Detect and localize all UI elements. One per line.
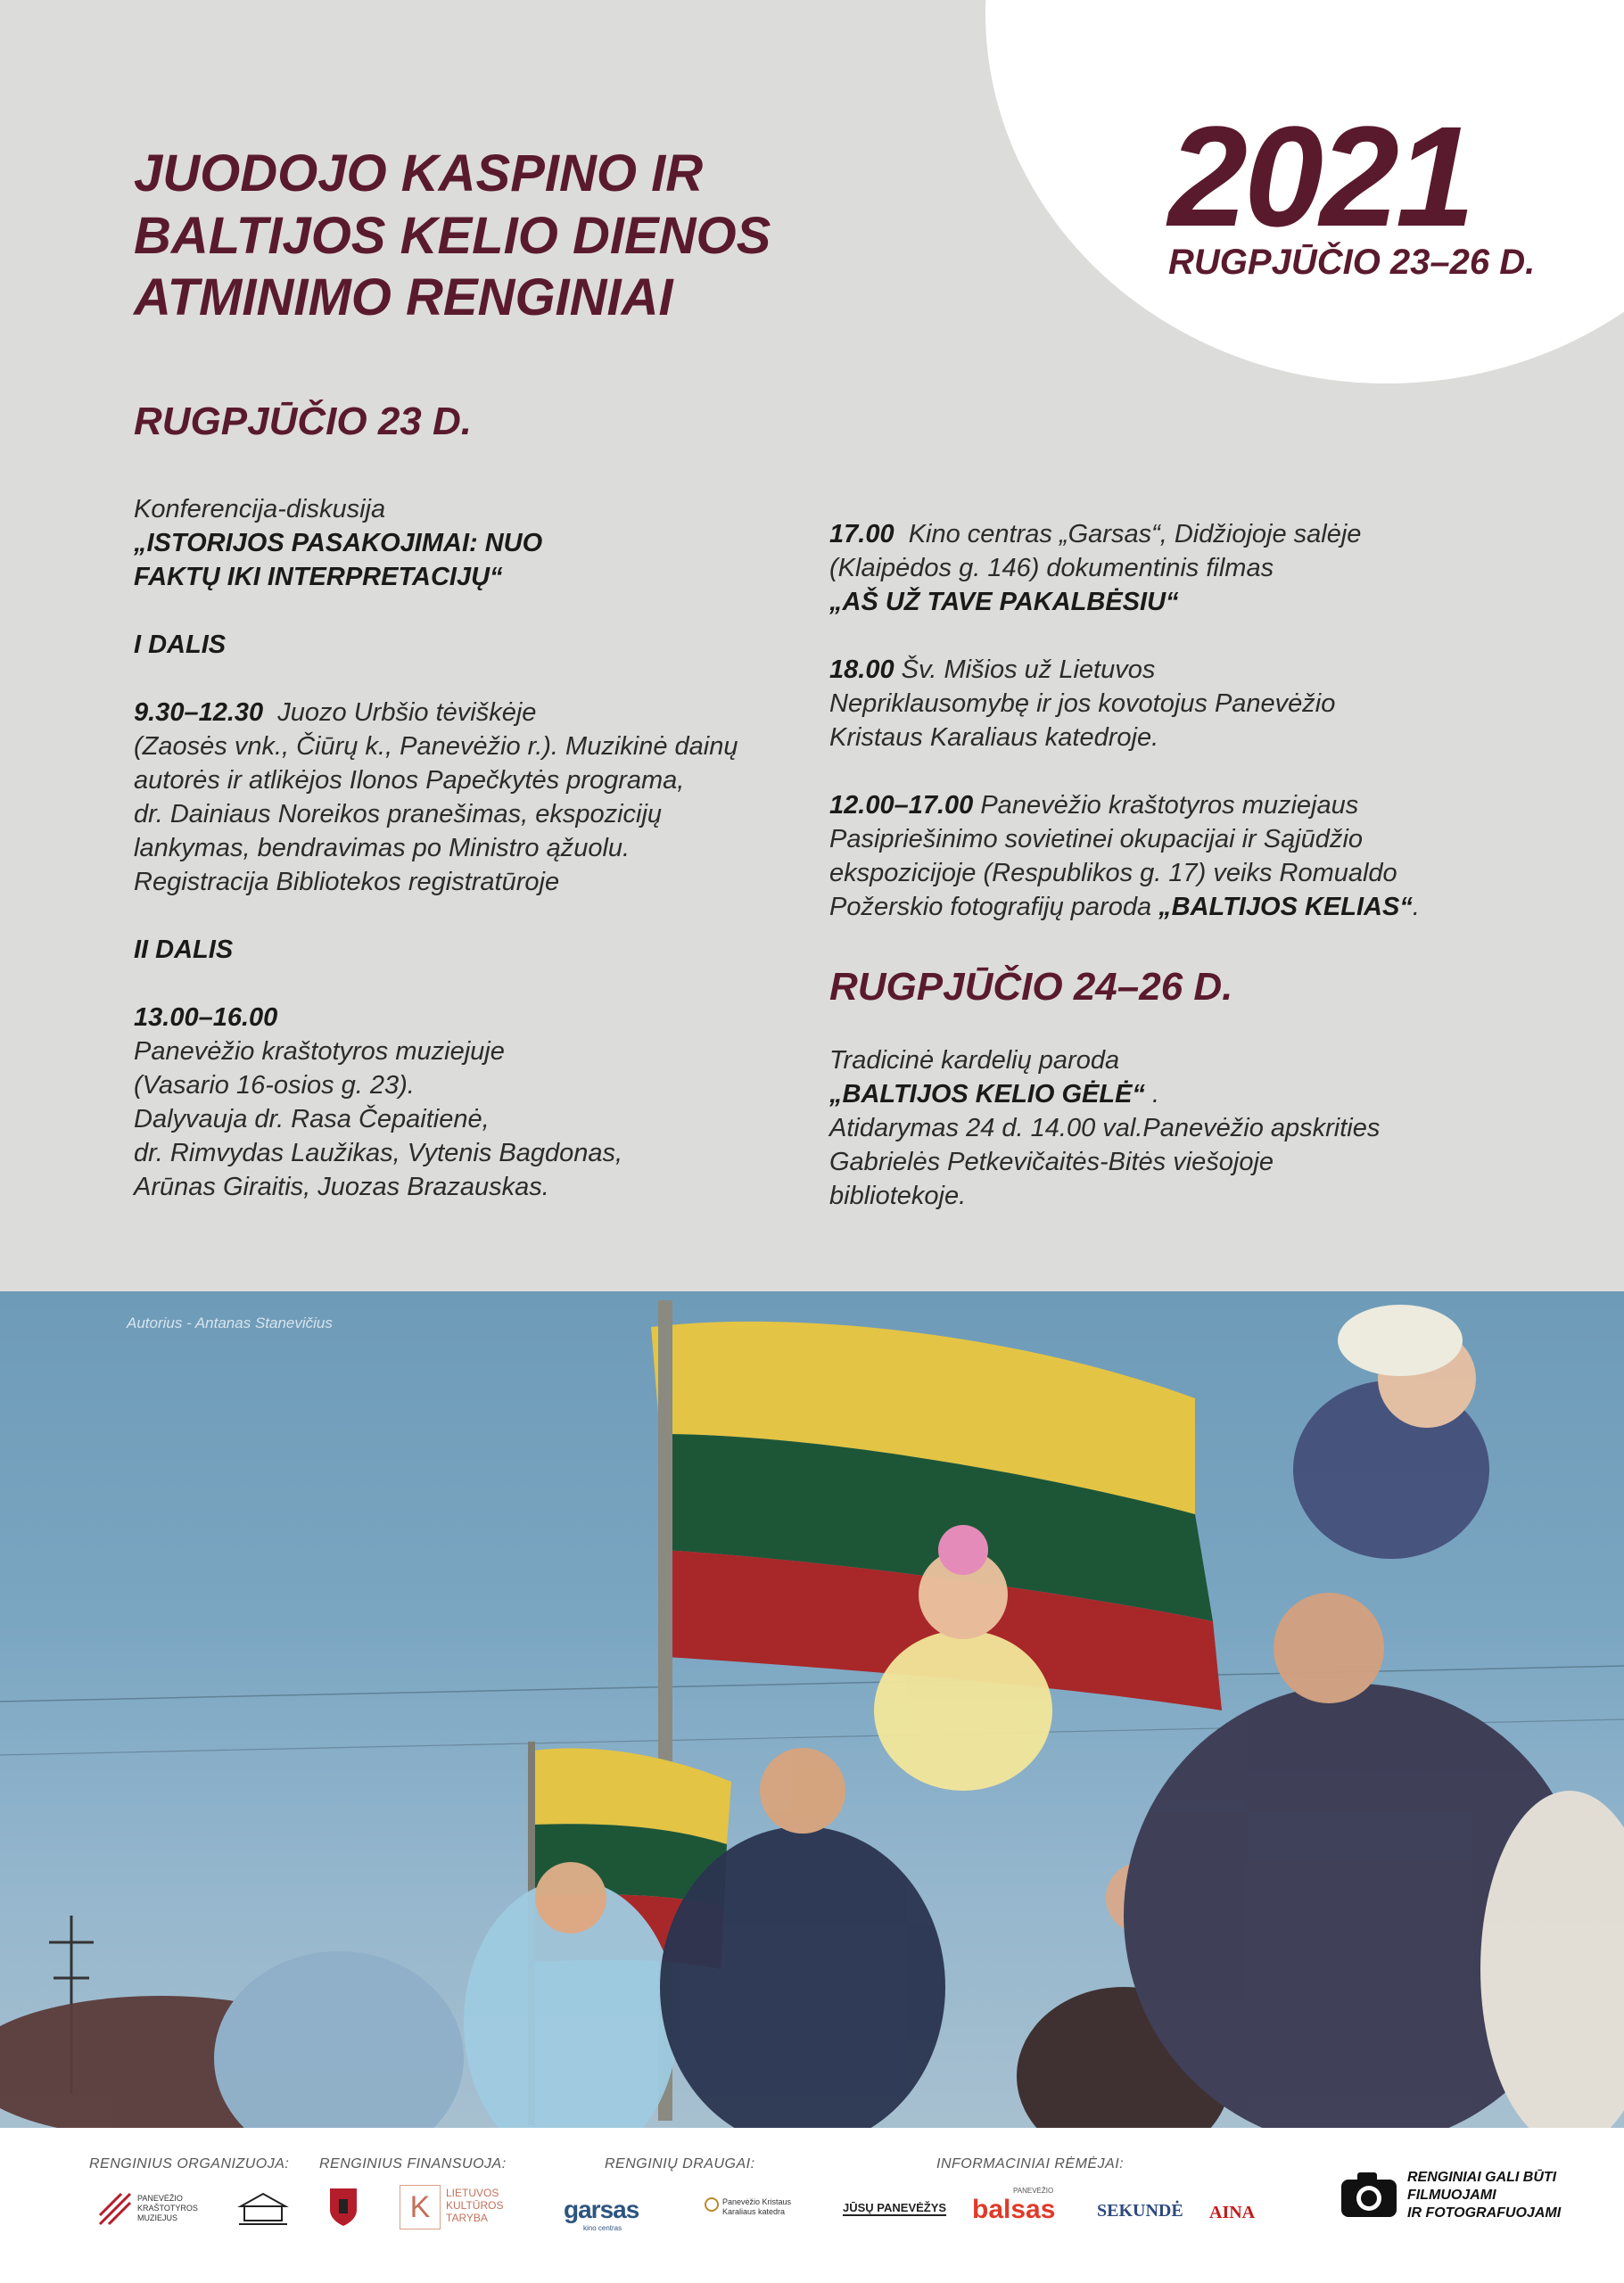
- museum-logo-icon: [98, 2192, 132, 2226]
- event3-end: .: [1412, 893, 1420, 921]
- title-line-1: JUODOJO KASPINO IR: [134, 144, 704, 202]
- part2-text-4: dr. Rimvydas Laužikas, Vytenis Bagdonas,: [134, 1139, 623, 1167]
- event3-text-3: ekspozicijoje (Respublikos g. 17) veiks Romualdo: [829, 859, 1397, 887]
- event-dates: RUGPJŪČIO 23–26 D.: [1168, 243, 1536, 282]
- event1-time: 17.00: [829, 520, 894, 548]
- cathedral-text-2: Karaliaus katedra: [722, 2207, 786, 2216]
- day2-column: [829, 1043, 1543, 1247]
- coat-of-arms-icon: [328, 2187, 359, 2228]
- photo-credit: Autorius - Antanas Stanevičius: [127, 1315, 333, 1331]
- aina-logo: AINA: [1209, 2203, 1256, 2222]
- conference-type: Konferencija-diskusija: [134, 495, 386, 523]
- baltic-way-photo: [0, 1291, 1624, 2128]
- camera-icon: [1340, 2171, 1398, 2219]
- museum-logo-text-2: KRAŠTOTYROS: [137, 2204, 198, 2213]
- event1-text-2: (Klaipėdos g. 146) dokumentinis filmas: [829, 554, 1274, 582]
- funders-label: RENGINIUS FINANSUOJA:: [319, 2156, 507, 2172]
- balsas-logo: [972, 2187, 1055, 2225]
- part1-time: 9.30–12.30: [134, 698, 264, 727]
- notice-line-2: FILMUOJAMI: [1407, 2188, 1496, 2203]
- notice-line-1: RENGINIAI GALI BŪTI: [1407, 2170, 1557, 2185]
- day2-text-4: bibliotekoje.: [829, 1182, 967, 1210]
- left-column: [134, 492, 812, 1238]
- year: 2021: [1168, 96, 1471, 256]
- event3-text-1: Panevėžio kraštotyros muziejaus: [980, 791, 1359, 820]
- part1-text-3: autorės ir atlikėjos Ilonos Papečkytės programa,: [134, 766, 685, 795]
- garsas-logo-text: garsas: [564, 2196, 639, 2223]
- council-text-1: LIETUVOS: [446, 2187, 499, 2199]
- conference-title-2: FAKTŲ IKI INTERPRETACIJŲ“: [134, 563, 503, 591]
- sekunde-logo: SEKUNDĖ: [1097, 2201, 1183, 2221]
- culture-council-logo: [400, 2185, 504, 2229]
- district-logo: [232, 2188, 294, 2232]
- notice-line-3: IR FOTOGRAFUOJAMI: [1407, 2205, 1562, 2221]
- part2-time: 13.00–16.00: [134, 1003, 278, 1032]
- part2-text-5: Arūnas Giraitis, Juozas Brazauskas.: [134, 1173, 549, 1201]
- poster-title: [134, 143, 812, 329]
- part2-text-3: Dalyvauja dr. Rasa Čepaitienė,: [134, 1105, 490, 1133]
- cathedral-text-1: Panevėžio Kristaus: [722, 2197, 792, 2206]
- part1-text-1: Juozo Urbšio tėviškėje: [277, 698, 537, 727]
- balsas-logo-text: balsas: [972, 2195, 1056, 2224]
- culture-council-k: K: [400, 2185, 441, 2229]
- event3-text-4: Požerskio fotografijų paroda: [829, 893, 1152, 921]
- part1-text-5: lankymas, bendravimas po Ministro ąžuolu.: [134, 834, 631, 862]
- museum-logo-text-3: MUZIEJUS: [137, 2213, 177, 2222]
- event3-title: „BALTIJOS KELIAS“: [1158, 893, 1413, 921]
- part1-text-2: (Zaosės vnk., Čiūrų k., Panevėžio r.). Muzikinė dainų: [134, 732, 738, 761]
- part1-text-4: dr. Dainiaus Noreikos pranešimas, ekspozicijų: [134, 800, 663, 828]
- day2-heading: RUGPJŪČIO 24–26 D.: [829, 965, 1233, 1009]
- cathedral-logo: [705, 2197, 792, 2216]
- right-column: [829, 517, 1543, 958]
- part1-text-6: Registracija Bibliotekos registratūroje: [134, 868, 560, 896]
- garsas-logo-sub: kino centras: [583, 2224, 622, 2232]
- jusu-panevezys-logo: JŪSŲ PANEVĖŽYS: [843, 2201, 947, 2214]
- organizers-label: RENGINIUS ORGANIZUOJA:: [89, 2156, 290, 2172]
- museum-logo-text-1: PANEVĖŽIO: [137, 2194, 183, 2203]
- garsas-logo: [564, 2196, 639, 2232]
- friends-label: RENGINIŲ DRAUGAI:: [605, 2156, 755, 2172]
- day2-title-end: .: [1144, 1080, 1160, 1109]
- building-icon: [232, 2188, 294, 2228]
- day2-text-1: Tradicinė kardelių paroda: [829, 1046, 1120, 1075]
- sponsors-footer: [0, 2128, 1624, 2283]
- balsas-logo-top: PANEVĖŽIO: [1013, 2187, 1054, 2195]
- day1-heading: RUGPJŪČIO 23 D.: [134, 400, 472, 443]
- event2-text-1: Šv. Mišios už Lietuvos: [901, 655, 1156, 684]
- event2-text-3: Kristaus Karaliaus katedroje.: [829, 723, 1159, 752]
- part2-label: II DALIS: [134, 935, 234, 964]
- title-line-3: ATMINIMO RENGINIAI: [134, 268, 673, 327]
- event1-text-1: Kino centras „Garsas“, Didžiojoje salėje: [908, 520, 1362, 548]
- event3-time: 12.00–17.00: [829, 791, 974, 820]
- event2-text-2: Nepriklausomybę ir jos kovotojus Panevėžio: [829, 689, 1336, 718]
- day2-title: „BALTIJOS KELIO GĖLĖ“: [829, 1080, 1145, 1109]
- council-text-3: TARYBA: [446, 2212, 488, 2224]
- part2-text-2: (Vasario 16-osios g. 23).: [134, 1071, 415, 1100]
- media-label: INFORMACINIAI RĖMĖJAI:: [936, 2156, 1125, 2172]
- museum-logo: [98, 2192, 198, 2230]
- day2-text-2: Atidarymas 24 d. 14.00 val.Panevėžio apskrities: [829, 1114, 1381, 1142]
- filming-notice: [1407, 2169, 1561, 2222]
- part1-label: I DALIS: [134, 631, 227, 659]
- cathedral-icon: [705, 2197, 719, 2212]
- day2-text-3: Gabrielės Petkevičaitės-Bitės viešojoje: [829, 1148, 1274, 1176]
- event1-title: „AŠ UŽ TAVE PAKALBĖSIU“: [829, 588, 1179, 616]
- part2-text-1: Panevėžio kraštotyros muziejuje: [134, 1037, 505, 1066]
- coat-of-arms-logo: [328, 2187, 359, 2232]
- conference-title-1: „ISTORIJOS PASAKOJIMAI: NUO: [134, 529, 543, 557]
- title-line-2: BALTIJOS KELIO DIENOS: [134, 206, 771, 265]
- council-text-2: KULTŪROS: [446, 2199, 504, 2212]
- event3-text-2: Pasipriešinimo sovietinei okupacijai ir Sąjūdžio: [829, 825, 1364, 853]
- photo-illustration: [0, 1291, 1624, 2128]
- event2-time: 18.00: [829, 655, 894, 684]
